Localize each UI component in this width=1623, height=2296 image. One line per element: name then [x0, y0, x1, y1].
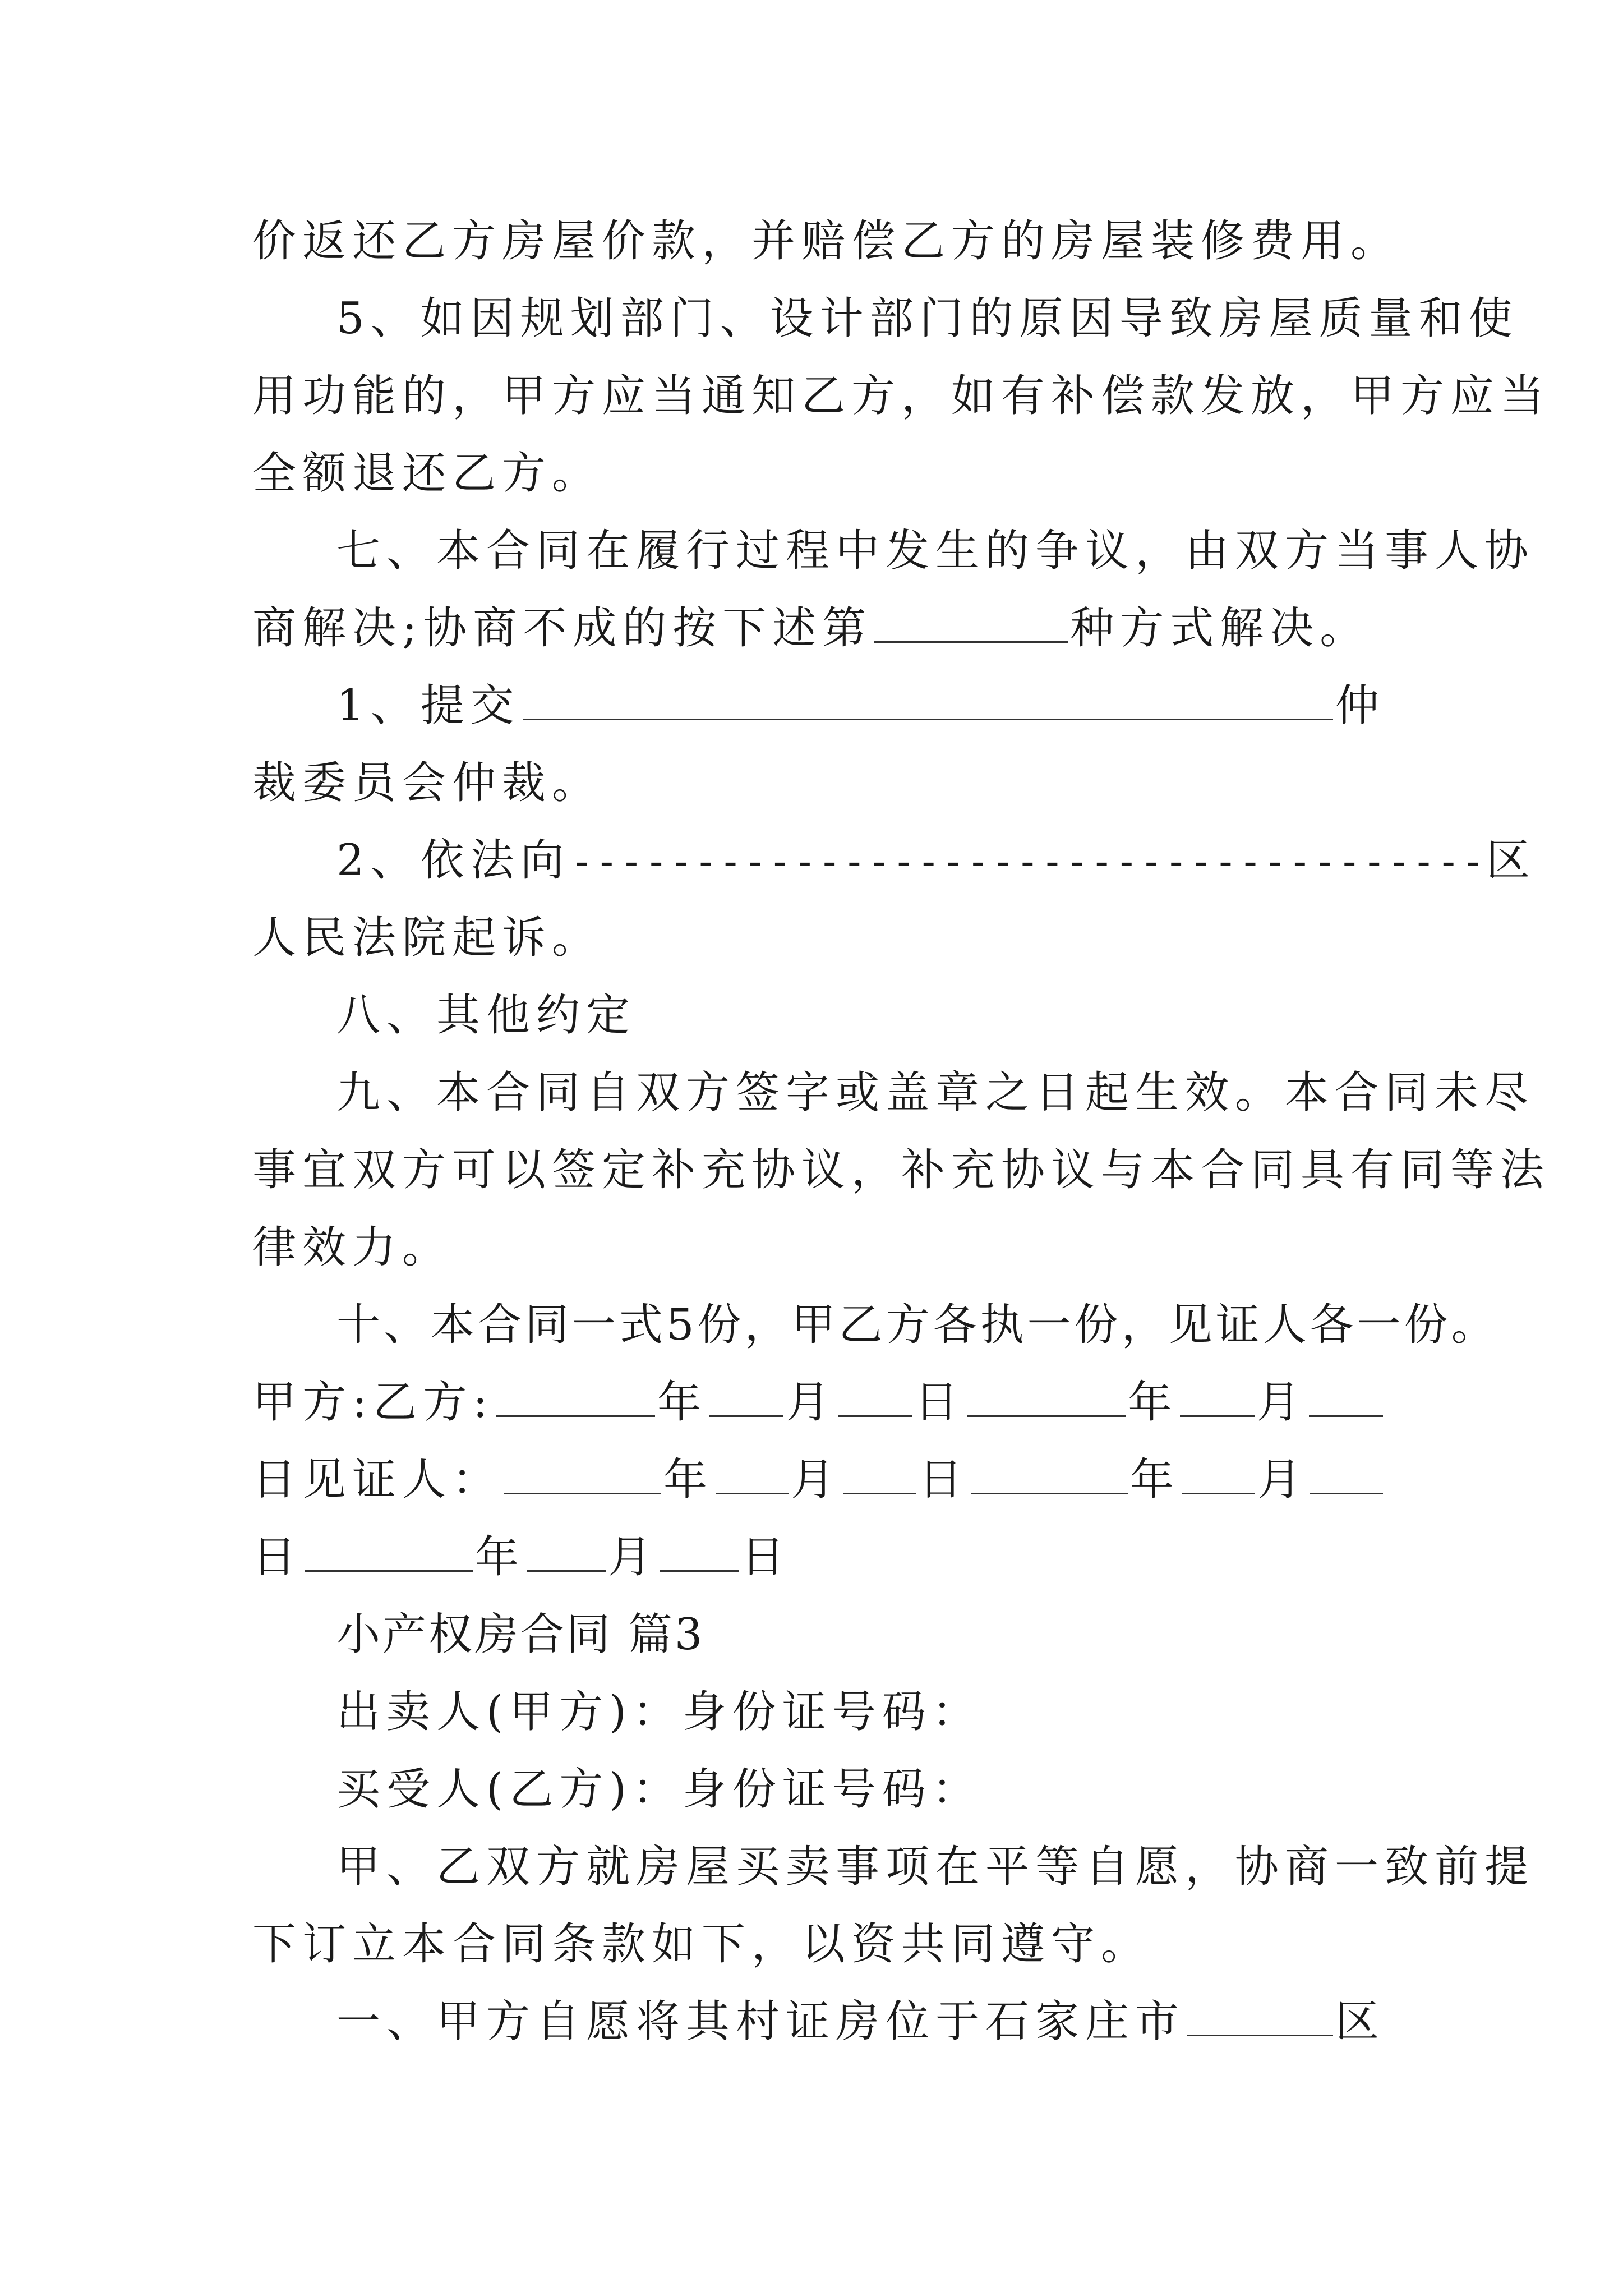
text: 下订立本合同条款如下，以资共同遵守。 [252, 1919, 1151, 1970]
paragraph-line [252, 202, 1401, 280]
date-blank [527, 1570, 606, 1572]
month-unit: 月 [1256, 1377, 1307, 1428]
text: 一、甲方自愿将其村证房位于石家庄市 [336, 1996, 1186, 2047]
paragraph-line [252, 666, 1385, 745]
date-blank [716, 1493, 789, 1494]
paragraph-line [252, 1828, 1535, 1906]
paragraph-line [252, 1053, 1535, 1132]
text: 仲 [1335, 680, 1385, 731]
date-blank [660, 1570, 739, 1572]
fill-blank [1187, 2035, 1333, 2036]
month-unit: 月 [1257, 1455, 1308, 1505]
day-unit: 日 [914, 1377, 965, 1428]
year-unit: 年 [1129, 1455, 1180, 1505]
date-blank [496, 1415, 656, 1417]
heading-text: 小产权房合同 篇3 [336, 1609, 705, 1660]
text: 人民法院起诉。 [252, 913, 602, 963]
date-blank [709, 1415, 783, 1417]
text: 裁委员会仲裁。 [252, 758, 602, 808]
month-unit: 月 [786, 1377, 836, 1428]
day-unit: 日 [741, 1532, 791, 1582]
year-unit: 年 [663, 1455, 713, 1505]
fill-blank [874, 641, 1068, 643]
paragraph-line [252, 434, 1385, 513]
text: 买受人(乙方)：身份证号码： [336, 1764, 982, 1815]
date-blank [1310, 1493, 1383, 1494]
paragraph-line [252, 1208, 1385, 1287]
text: 律效力。 [252, 1222, 453, 1273]
paragraph-line [252, 1131, 1551, 1209]
text: 2、依法向 [336, 835, 570, 886]
text: 十、本合同一式5份，甲乙方各执一份，见证人各一份。 [336, 1300, 1498, 1350]
text: 商解决;协商不成的按下述第 [252, 603, 873, 654]
paragraph-line [252, 899, 1385, 977]
paragraph-line [252, 821, 1536, 900]
text: 八、其他约定 [336, 990, 637, 1041]
date-blank [967, 1415, 1126, 1417]
party-b-label: 乙方: [373, 1377, 494, 1428]
month-unit: 月 [608, 1532, 658, 1582]
fill-blank [523, 719, 1333, 720]
text: 种方式解决。 [1070, 603, 1370, 654]
text: 5、如因规划部门、设计部门的原因导致房屋质量和使 [336, 293, 1519, 344]
date-blank [305, 1570, 473, 1572]
text: 区 [1335, 1996, 1385, 2047]
month-unit: 月 [791, 1455, 841, 1505]
paragraph-line [252, 1750, 1385, 1829]
paragraph-line [252, 1982, 1385, 2061]
date-blank [838, 1415, 912, 1417]
section-heading [252, 1595, 1385, 1674]
year-unit: 年 [657, 1377, 708, 1428]
text: 区 [1486, 835, 1536, 886]
date-blank [1180, 1415, 1254, 1417]
day-unit: 日 [919, 1455, 969, 1505]
paragraph-line [252, 589, 1385, 668]
day-unit: 日 [252, 1532, 303, 1582]
text: 全额退还乙方。 [252, 448, 602, 499]
date-blank [843, 1493, 916, 1494]
year-unit: 年 [1128, 1377, 1178, 1428]
text: 1、提交 [336, 680, 520, 731]
date-blank [971, 1493, 1128, 1494]
text: 九、本合同自双方签字或盖章之日起生效。本合同未尽 [336, 1068, 1535, 1118]
paragraph-line [252, 1286, 1498, 1364]
signature-line [252, 1441, 1385, 1519]
witness-label: 日见证人： [252, 1455, 502, 1505]
text: 用功能的，甲方应当通知乙方，如有补偿款发放，甲方应当 [252, 371, 1551, 421]
party-a-label: 甲方: [252, 1377, 374, 1428]
text: 价返还乙方房屋价款，并赔偿乙方的房屋装修费用。 [252, 216, 1401, 266]
date-blank [1309, 1415, 1383, 1417]
text: 七、本合同在履行过程中发生的争议，由双方当事人协 [336, 526, 1535, 576]
paragraph-line [252, 744, 1385, 822]
text: 事宜双方可以签定补充协议，补充协议与本合同具有同等法 [252, 1145, 1551, 1195]
signature-line [252, 1363, 1385, 1442]
paragraph-line [252, 976, 1385, 1055]
paragraph-line [252, 279, 1519, 358]
year-unit: 年 [475, 1532, 525, 1582]
text: 出卖人(甲方)：身份证号码： [336, 1687, 982, 1737]
dashed-blank: ------------------------------------- [570, 839, 1486, 885]
text: 甲、乙双方就房屋买卖事项在平等自愿，协商一致前提 [336, 1842, 1535, 1892]
signature-line [252, 1518, 1385, 1596]
paragraph-line [252, 512, 1535, 590]
paragraph-line [252, 1905, 1385, 1984]
date-blank [1182, 1493, 1256, 1494]
paragraph-line [252, 1673, 1385, 1751]
date-blank [504, 1493, 661, 1494]
paragraph-line [252, 357, 1551, 435]
